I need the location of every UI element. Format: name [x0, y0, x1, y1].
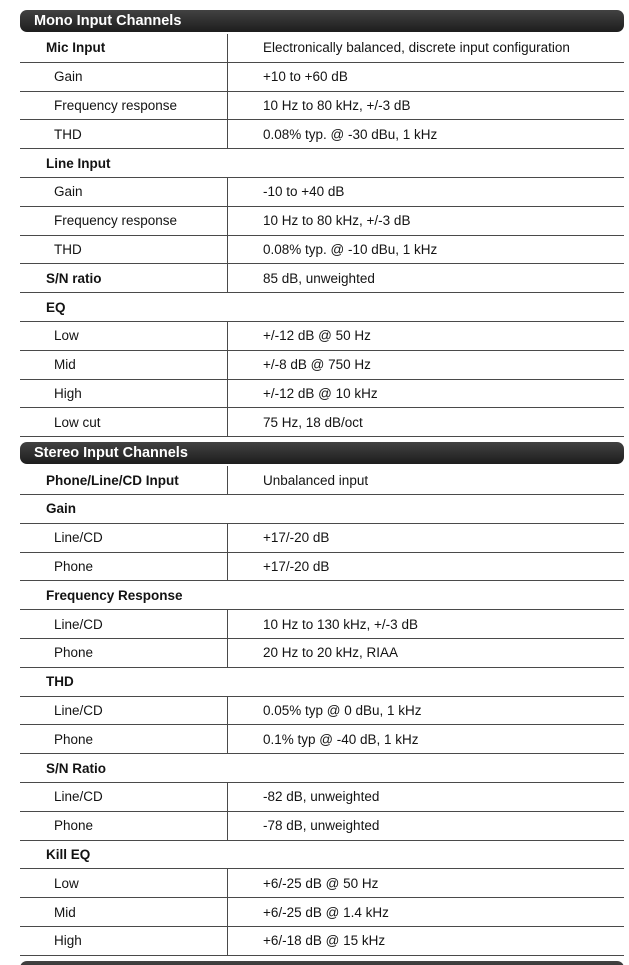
row-value: +/-8 dB @ 750 Hz [227, 351, 624, 379]
row-value: 0.08% typ. @ -30 dBu, 1 kHz [227, 120, 624, 148]
row-label: Phone [54, 645, 94, 661]
row-label: Low [54, 328, 79, 344]
row-value: +/-12 dB @ 10 kHz [227, 380, 624, 408]
row-value [227, 581, 624, 609]
table-row [20, 408, 624, 437]
row-value: +6/-18 dB @ 15 kHz [227, 927, 624, 955]
next-section-header-partial [20, 961, 624, 965]
row-label: Line/CD [54, 702, 103, 718]
table-row [20, 610, 624, 639]
table-row [20, 553, 624, 582]
row-value: -10 to +40 dB [227, 178, 624, 206]
row-label: Frequency Response [46, 587, 183, 603]
row-value: 10 Hz to 80 kHz, +/-3 dB [227, 207, 624, 235]
section-header [20, 10, 624, 32]
row-value [227, 293, 624, 321]
table-row [20, 466, 624, 495]
row-value: 0.05% typ @ 0 dBu, 1 kHz [227, 697, 624, 725]
table-row [20, 178, 624, 207]
row-value: +17/-20 dB [227, 553, 624, 581]
table-row [20, 668, 624, 697]
table-row [20, 754, 624, 783]
row-label: S/N ratio [46, 270, 102, 286]
row-value [227, 149, 624, 177]
row-value [227, 668, 624, 696]
table-row [20, 697, 624, 726]
row-label: THD [46, 674, 74, 690]
row-value: +6/-25 dB @ 1.4 kHz [227, 898, 624, 926]
row-label: Phone [54, 731, 94, 747]
section-title: Mono Input Channels [34, 13, 182, 29]
table-row [20, 725, 624, 754]
table-row [20, 293, 624, 322]
row-value: Unbalanced input [227, 466, 624, 494]
row-value: 20 Hz to 20 kHz, RIAA [227, 639, 624, 667]
row-value: +17/-20 dB [227, 524, 624, 552]
table-row [20, 322, 624, 351]
table-row [20, 812, 624, 841]
table-row [20, 149, 624, 178]
row-label: Gain [54, 69, 83, 85]
table-row [20, 495, 624, 524]
row-value: +/-12 dB @ 50 Hz [227, 322, 624, 350]
row-value: 0.1% typ @ -40 dB, 1 kHz [227, 725, 624, 753]
section-header [20, 442, 624, 464]
table-row [20, 869, 624, 898]
row-label: THD [54, 241, 82, 257]
row-value [227, 495, 624, 523]
section-title: Stereo Input Channels [34, 445, 188, 462]
table-row [20, 524, 624, 553]
row-label: High [54, 385, 82, 401]
row-label: Frequency response [54, 213, 178, 229]
table-row [20, 207, 624, 236]
row-value: -82 dB, unweighted [227, 783, 624, 811]
row-label: EQ [46, 299, 66, 315]
row-value: 10 Hz to 80 kHz, +/-3 dB [227, 92, 624, 120]
row-value [227, 754, 624, 782]
row-label: S/N Ratio [46, 760, 107, 776]
row-label: Line/CD [54, 789, 103, 805]
row-value: -78 dB, unweighted [227, 812, 624, 840]
table-row [20, 841, 624, 870]
table-row [20, 581, 624, 610]
row-value: 0.08% typ. @ -10 dBu, 1 kHz [227, 236, 624, 264]
table-row [20, 236, 624, 265]
row-value: +10 to +60 dB [227, 63, 624, 91]
row-label: Gain [54, 184, 83, 200]
row-label: Line/CD [54, 530, 103, 546]
table-row [20, 264, 624, 293]
table-row [20, 34, 624, 63]
row-label: Phone/Line/CD Input [46, 472, 179, 488]
row-label: Frequency response [54, 97, 178, 113]
row-label: Mid [54, 357, 76, 373]
row-label: Line Input [46, 155, 111, 171]
row-label: Low cut [54, 414, 101, 430]
row-label: Mic Input [46, 40, 106, 56]
table-row [20, 783, 624, 812]
row-value: 10 Hz to 130 kHz, +/-3 dB [227, 610, 624, 638]
table-row [20, 927, 624, 956]
row-label: Low [54, 875, 79, 891]
table-row [20, 898, 624, 927]
row-label: High [54, 933, 82, 949]
table-row [20, 63, 624, 92]
row-label: Phone [54, 818, 94, 834]
table-row [20, 639, 624, 668]
row-label: Mid [54, 904, 76, 920]
table-row [20, 351, 624, 380]
spec-table [20, 10, 624, 956]
row-value: +6/-25 dB @ 50 Hz [227, 869, 624, 897]
row-value: 85 dB, unweighted [227, 264, 624, 292]
row-label: Line/CD [54, 616, 103, 632]
row-label: Kill EQ [46, 846, 91, 862]
row-label: Gain [46, 501, 77, 517]
row-value [227, 841, 624, 869]
table-row [20, 380, 624, 409]
row-value: Electronically balanced, discrete input configuration [227, 34, 624, 62]
table-row [20, 92, 624, 121]
table-row [20, 120, 624, 149]
row-label: THD [54, 126, 82, 142]
row-value: 75 Hz, 18 dB/oct [227, 408, 624, 436]
row-label: Phone [54, 558, 94, 574]
